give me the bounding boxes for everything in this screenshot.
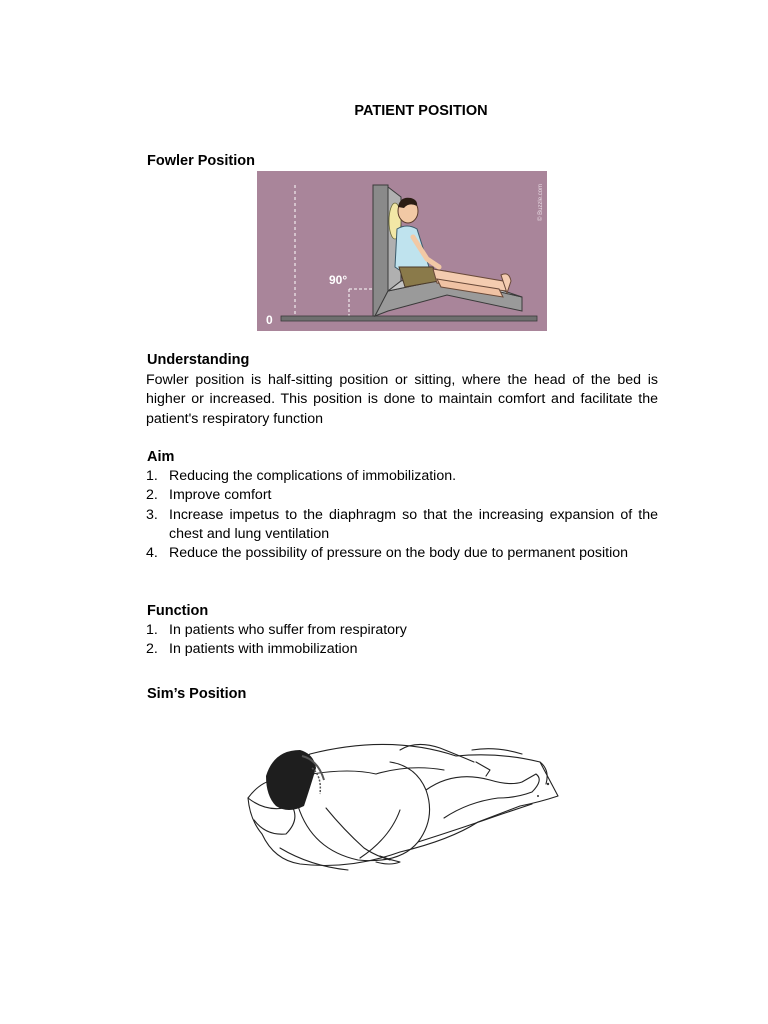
fowler-position-illustration	[257, 171, 547, 331]
understanding-heading: Understanding	[147, 352, 250, 368]
list-item: 1. In patients who suffer from respiratory	[146, 622, 407, 638]
watermark: © Buzzle.com	[538, 183, 544, 221]
understanding-text: Fowler position is half-sitting position or sitting, where the head of the bed is higher or increased. This position is done to maintain comfort and facilitate the patient's respiratory function	[146, 372, 658, 427]
function-heading: Function	[147, 603, 209, 619]
sims-position-illustration	[240, 710, 565, 898]
list-item: 2. In patients with immobilization	[146, 641, 358, 658]
function-list	[146, 621, 658, 660]
angle-label: 90°	[329, 273, 348, 287]
list-item: 2. Improve comfort	[146, 487, 272, 504]
zero-label: 0	[266, 313, 273, 327]
sims-heading: Sim’s Position	[147, 686, 247, 702]
list-item: 4. Reduce the possibility of pressure on the body due to permanent position	[146, 545, 629, 562]
aim-heading: Aim	[147, 449, 175, 465]
aim-list	[146, 467, 658, 563]
page-title: PATIENT POSITION	[354, 103, 488, 119]
fowler-heading: Fowler Position	[147, 153, 255, 169]
list-item: 1. Reducing the complications of immobilization.	[146, 468, 457, 484]
list-item: 3. Increase impetus to the diaphragm so that the increasing expansion of the chest and lung ventilation	[146, 506, 658, 542]
